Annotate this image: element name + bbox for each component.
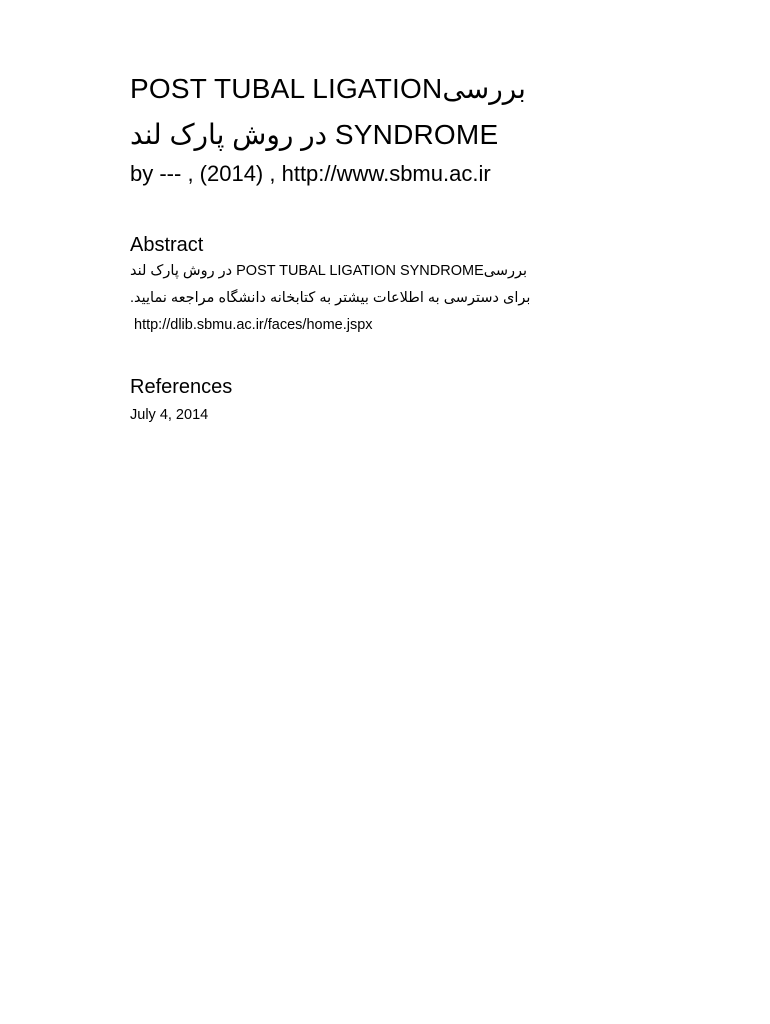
title-line-2	[130, 118, 498, 152]
title-persian-part: بررسی	[442, 73, 526, 104]
title-persian-part: در روش پارک لند	[130, 119, 328, 150]
abstract-line-2: برای دسترسی به اطلاعات بیشتر به کتابخانه دانشگاه مراجعه نمایید.	[130, 290, 531, 306]
abstract-latin-part: POST TUBAL LIGATION SYNDROME	[236, 263, 484, 279]
abstract-line-1	[130, 262, 527, 280]
abstract-heading: Abstract	[130, 234, 204, 256]
title-latin-part: SYNDROME	[334, 119, 499, 150]
title-line-1	[130, 72, 526, 106]
byline: by --- , (2014) , http://www.sbmu.ac.ir	[130, 161, 491, 186]
abstract-link[interactable]: http://dlib.sbmu.ac.ir/faces/home.jspx	[134, 317, 373, 333]
abstract-persian-part: در روش پارک لند	[130, 263, 233, 279]
abstract-persian-part: بررسی	[483, 263, 528, 279]
references-date: July 4, 2014	[130, 407, 209, 423]
title-latin-part: POST TUBAL LIGATION	[130, 73, 443, 104]
references-heading: References	[130, 376, 233, 398]
